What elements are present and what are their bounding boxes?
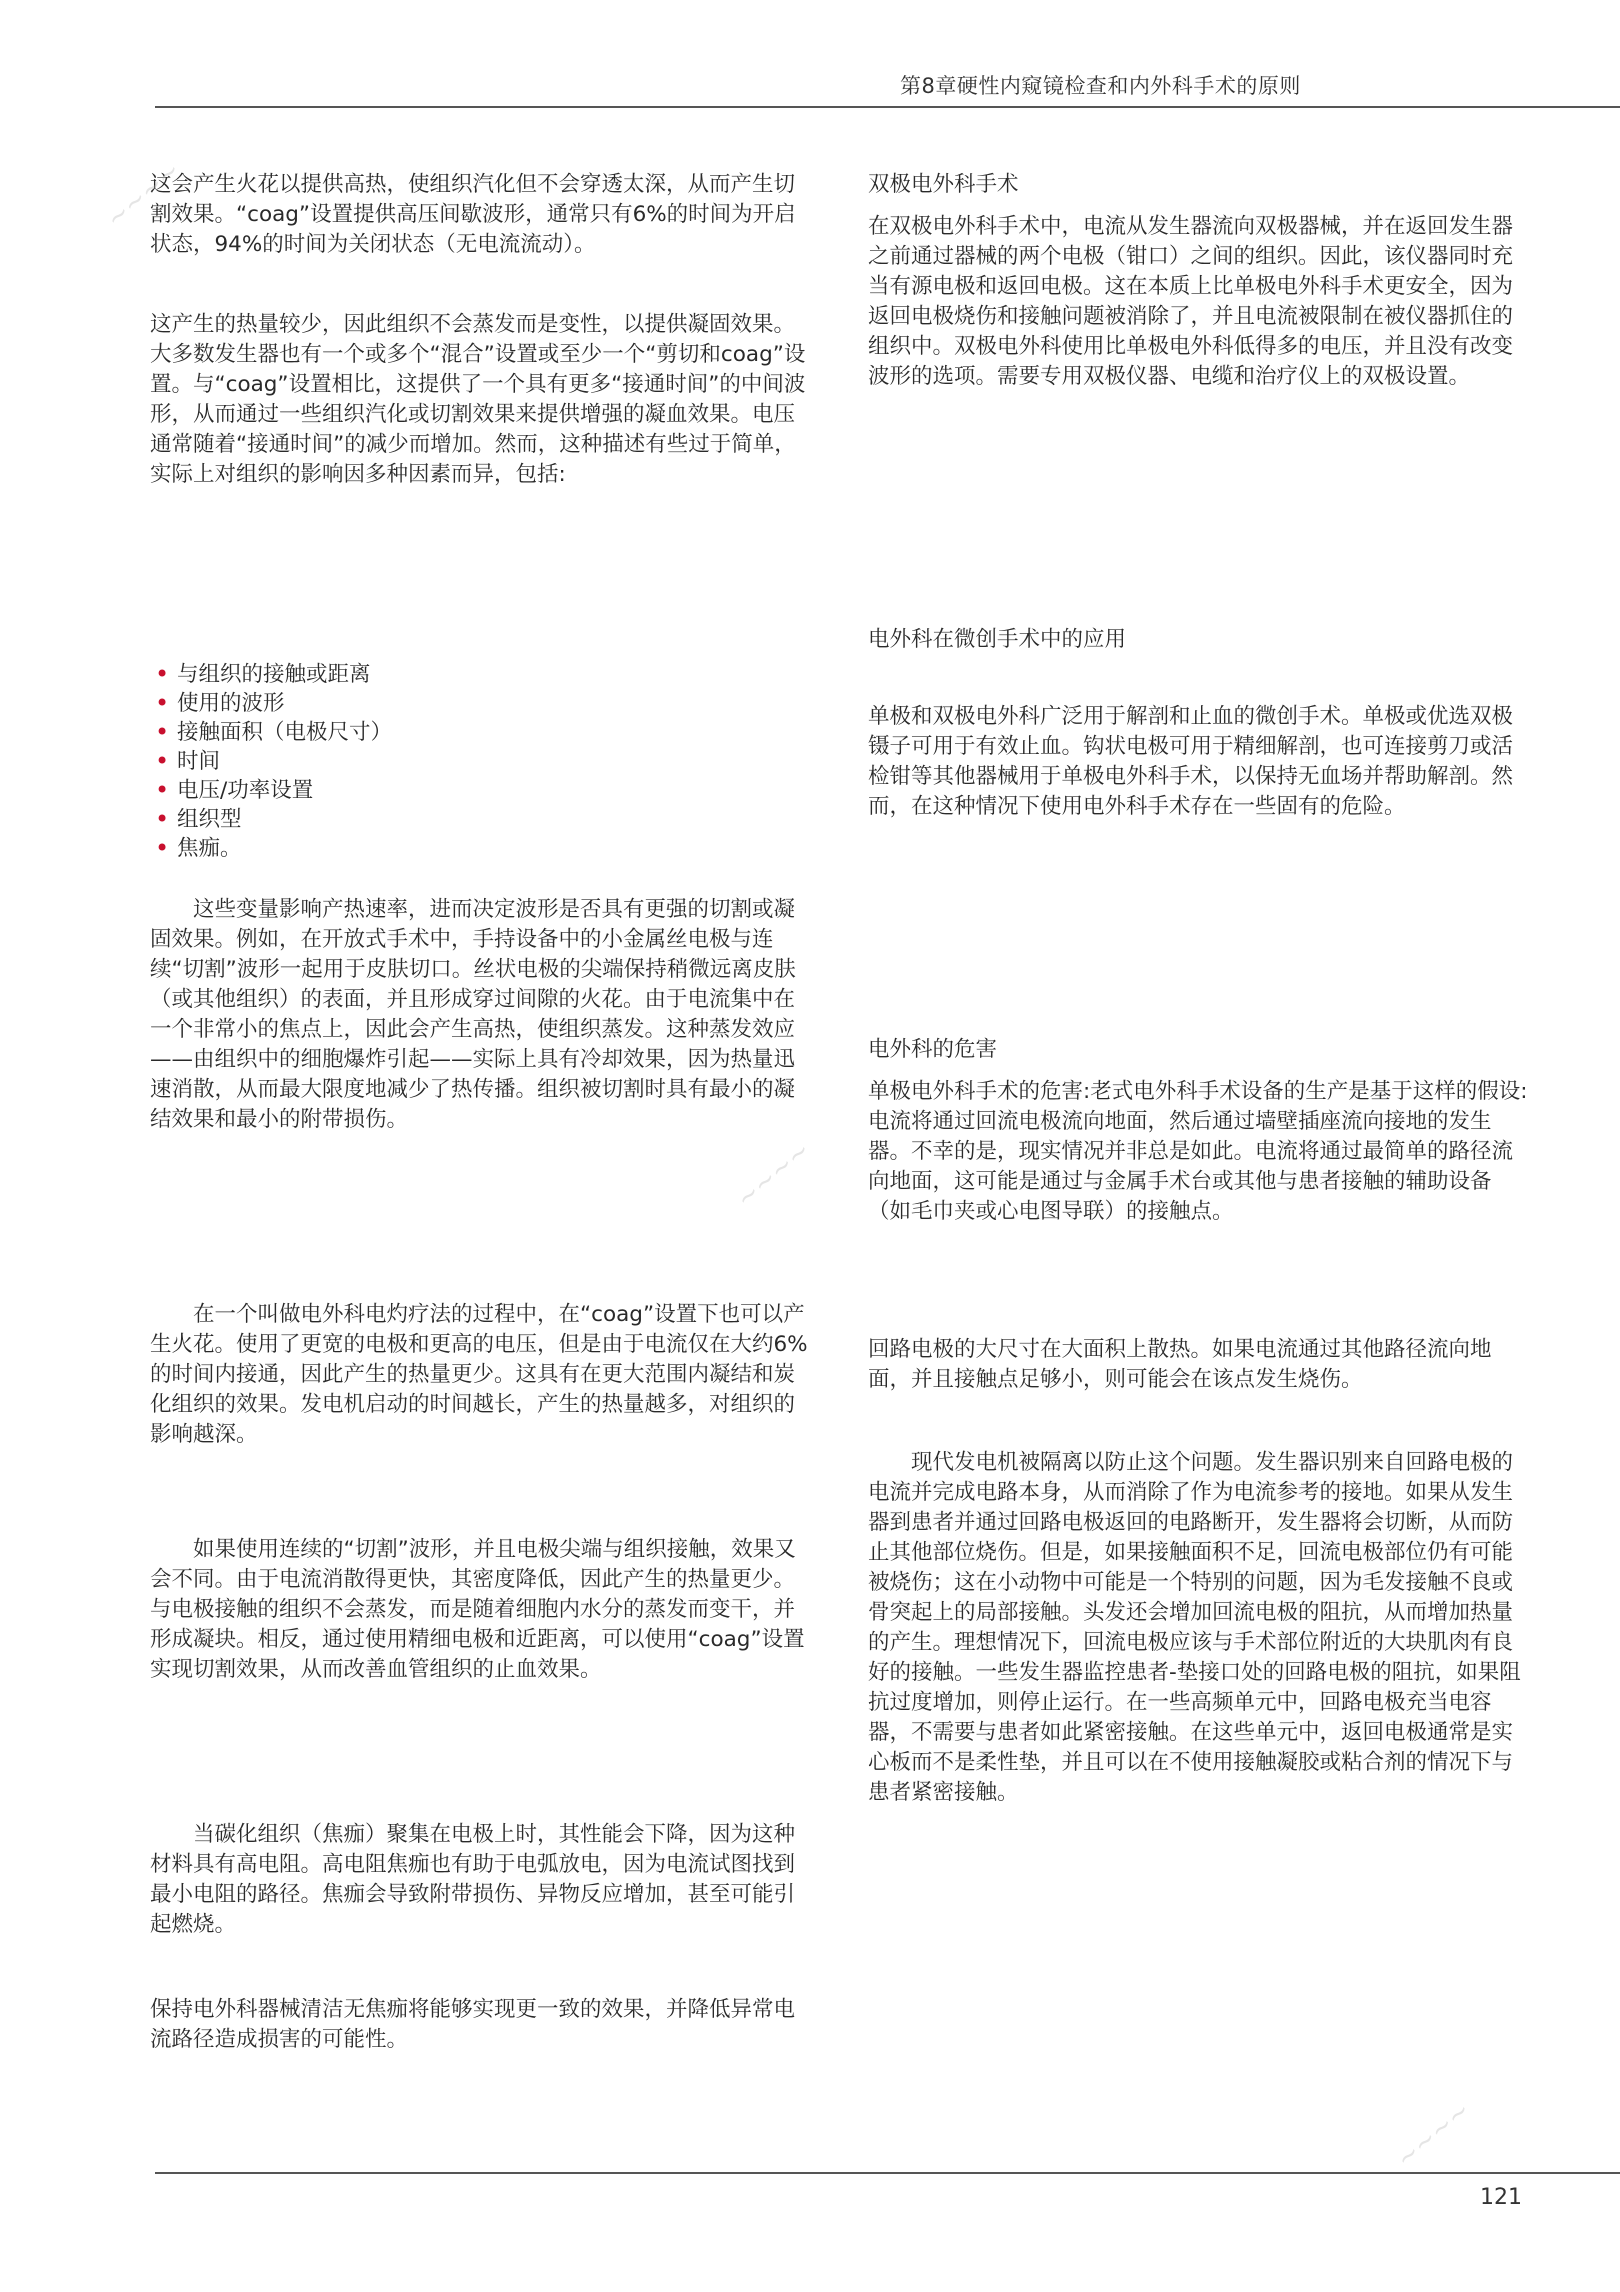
list-item: • 电压/功率设置 [155, 776, 715, 805]
watermark-graphic: ~~~~ [730, 1135, 817, 1215]
right-paragraph-2 [868, 702, 1528, 822]
right-paragraph-5 [868, 1448, 1528, 1808]
left-p4-text: 在一个叫做电外科电灼疗法的过程中，在“coag”设置下也可以产生火花。使用了更宽的电极和更高的电压，但是由于电流仅在大约6%的时间内接通，因此产生的热量更少。这具有在更大范围内凝结和炭化组织的效果。发电机启动的时间越长，产生的热量越多，对组织的影响越深。 [150, 1302, 808, 1447]
left-paragraph-5 [150, 1535, 815, 1685]
right-p4-text: 回路电极的大尺寸在大面积上散热。如果电流通过其他路径流向地面，并且接触点足够小，则可能会在该点发生烧伤。 [868, 1337, 1492, 1392]
list-item: • 时间 [155, 747, 715, 776]
heading-text: 电外科的危害 [868, 1037, 998, 1062]
heading-text: 双极电外科手术 [868, 172, 1019, 197]
left-paragraph-6 [150, 1820, 815, 1940]
page-number: 121 [1480, 2185, 1522, 2210]
left-p3-text: 这些变量影响产热速率，进而决定波形是否具有更强的切割或凝固效果。例如，在开放式手术中，手持设备中的小金属丝电极与连续“切割”波形一起用于皮肤切口。丝状电极的尖端保持稍微远离皮肤（或其他组织）的表面，并且形成穿过间隙的火花。由于电流集中在一个非常小的焦点上，因此会产生高热，使组织蒸发。这种蒸发效应——由组织中的细胞爆炸引起——实际上具有冷却效果，因为热量迅速消散，从而最大限度地减少了热传播。组织被切割时具有最小的凝结效果和最小的附带损伤。 [150, 897, 796, 1132]
section-heading-minimally-invasive [868, 625, 1528, 655]
chapter-header: 第8章硬性内窥镜检查和内外科手术的原则 [900, 74, 1301, 98]
right-p5-text: 现代发电机被隔离以防止这个问题。发生器识别来自回路电极的电流并完成电路本身，从而消除了作为电流参考的接地。如果从发生器到患者并通过回路电极返回的电路断开，发生器将会切断，从而防止其他部位烧伤。但是，如果接触面积不足，回流电极部位仍有可能被烧伤；这在小动物中可能是一个特别的问题，因为毛发接触不良或骨突起上的局部接触。头发还会增加回流电极的阻抗，从而增加热量的产生。理想情况下，回流电极应该与手术部位附近的大块肌肉有良好的接触。一些发生器监控患者-垫接口处的回路电极的阻抗，如果阻抗过度增加，则停止运行。在一些高频单元中，回路电极充当电容器，不需要与患者如此紧密接触。在这些单元中，返回电极通常是实心板而不是柔性垫，并且可以在不使用接触凝胶或粘合剂的情况下与患者紧密接触。 [868, 1450, 1521, 1805]
right-p1-text: 在双极电外科手术中，电流从发生器流向双极器械，并在返回发生器之前通过器械的两个电极（钳口）之间的组织。因此，该仪器同时充当有源电极和返回电极。这在本质上比单极电外科手术更安全，因为返回电极烧伤和接触问题被消除了，并且电流被限制在被仪器抓住的组织中。双极电外科使用比单极电外科低得多的电压，并且没有改变波形的选项。需要专用双极仪器、电缆和治疗仪上的双极设置。 [868, 214, 1514, 389]
left-p1-text: 这会产生火花以提供高热，使组织汽化但不会穿透太深，从而产生切割效果。“coag”设置提供高压间歇波形，通常只有6%的时间为开启状态，94%的时间为关闭状态（无电流流动）。 [150, 172, 796, 257]
footer-rule [155, 2172, 1620, 2174]
list-item: • 焦痂。 [155, 834, 715, 863]
left-p2-text: 这产生的热量较少，因此组织不会蒸发而是变性，以提供凝固效果。大多数发生器也有一个或多个“混合”设置或至少一个“剪切和coag”设置。与“coag”设置相比，这提供了一个具有更多“接通时间”的中间波形，从而通过一些组织汽化或切割效果来提供增强的凝血效果。电压通常随着“接通时间”的减少而增加。然而，这种描述有些过于简单，实际上对组织的影响因多种因素而异，包括: [150, 312, 806, 487]
list-item: • 与组织的接触或距离 [155, 660, 715, 689]
header-rule [155, 106, 1620, 108]
watermark-graphic: ~~~~ [1390, 2095, 1477, 2175]
watermark-graphic: ~~~~ [100, 155, 187, 235]
right-paragraph-3 [868, 1077, 1528, 1227]
list-item: • 组织型 [155, 805, 715, 834]
right-paragraph-1 [868, 212, 1528, 392]
left-paragraph-4 [150, 1300, 815, 1450]
list-item: • 使用的波形 [155, 689, 715, 718]
section-heading-bipolar [868, 170, 1528, 200]
left-paragraph-7 [150, 1995, 815, 2055]
section-heading-hazards [868, 1035, 1528, 1065]
right-p3-text: 单极电外科手术的危害:老式电外科手术设备的生产是基于这样的假设:电流将通过回流电极流向地面，然后通过墙壁插座流向接地的发生器。不幸的是，现实情况并非总是如此。电流将通过最简单的路径流向地面，这可能是通过与金属手术台或其他与患者接触的辅助设备（如毛巾夹或心电图导联）的接触点。 [868, 1079, 1528, 1224]
factor-list [155, 660, 715, 863]
left-paragraph-1 [150, 170, 815, 260]
list-item: • 接触面积（电极尺寸） [155, 718, 715, 747]
left-p7-text: 保持电外科器械清洁无焦痂将能够实现更一致的效果，并降低异常电流路径造成损害的可能性。 [150, 1997, 796, 2052]
left-p6-text: 当碳化组织（焦痂）聚集在电极上时，其性能会下降，因为这种材料具有高电阻。高电阻焦痂也有助于电弧放电，因为电流试图找到最小电阻的路径。焦痂会导致附带损伤、异物反应增加，甚至可能引起燃烧。 [150, 1822, 796, 1937]
heading-text: 电外科在微创手术中的应用 [868, 627, 1127, 652]
left-p5-text: 如果使用连续的“切割”波形，并且电极尖端与组织接触，效果又会不同。由于电流消散得更快，其密度降低，因此产生的热量更少。与电极接触的组织不会蒸发，而是随着细胞内水分的蒸发而变干，并形成凝块。相反，通过使用精细电极和近距离，可以使用“coag”设置实现切割效果，从而改善血管组织的止血效果。 [150, 1537, 805, 1682]
left-paragraph-2 [150, 310, 815, 490]
right-paragraph-4 [868, 1335, 1528, 1395]
right-p2-text: 单极和双极电外科广泛用于解剖和止血的微创手术。单极或优选双极镊子可用于有效止血。钩状电极可用于精细解剖，也可连接剪刀或活检钳等其他器械用于单极电外科手术，以保持无血场并帮助解剖。然而，在这种情况下使用电外科手术存在一些固有的危险。 [868, 704, 1514, 819]
left-paragraph-3 [150, 895, 815, 1135]
